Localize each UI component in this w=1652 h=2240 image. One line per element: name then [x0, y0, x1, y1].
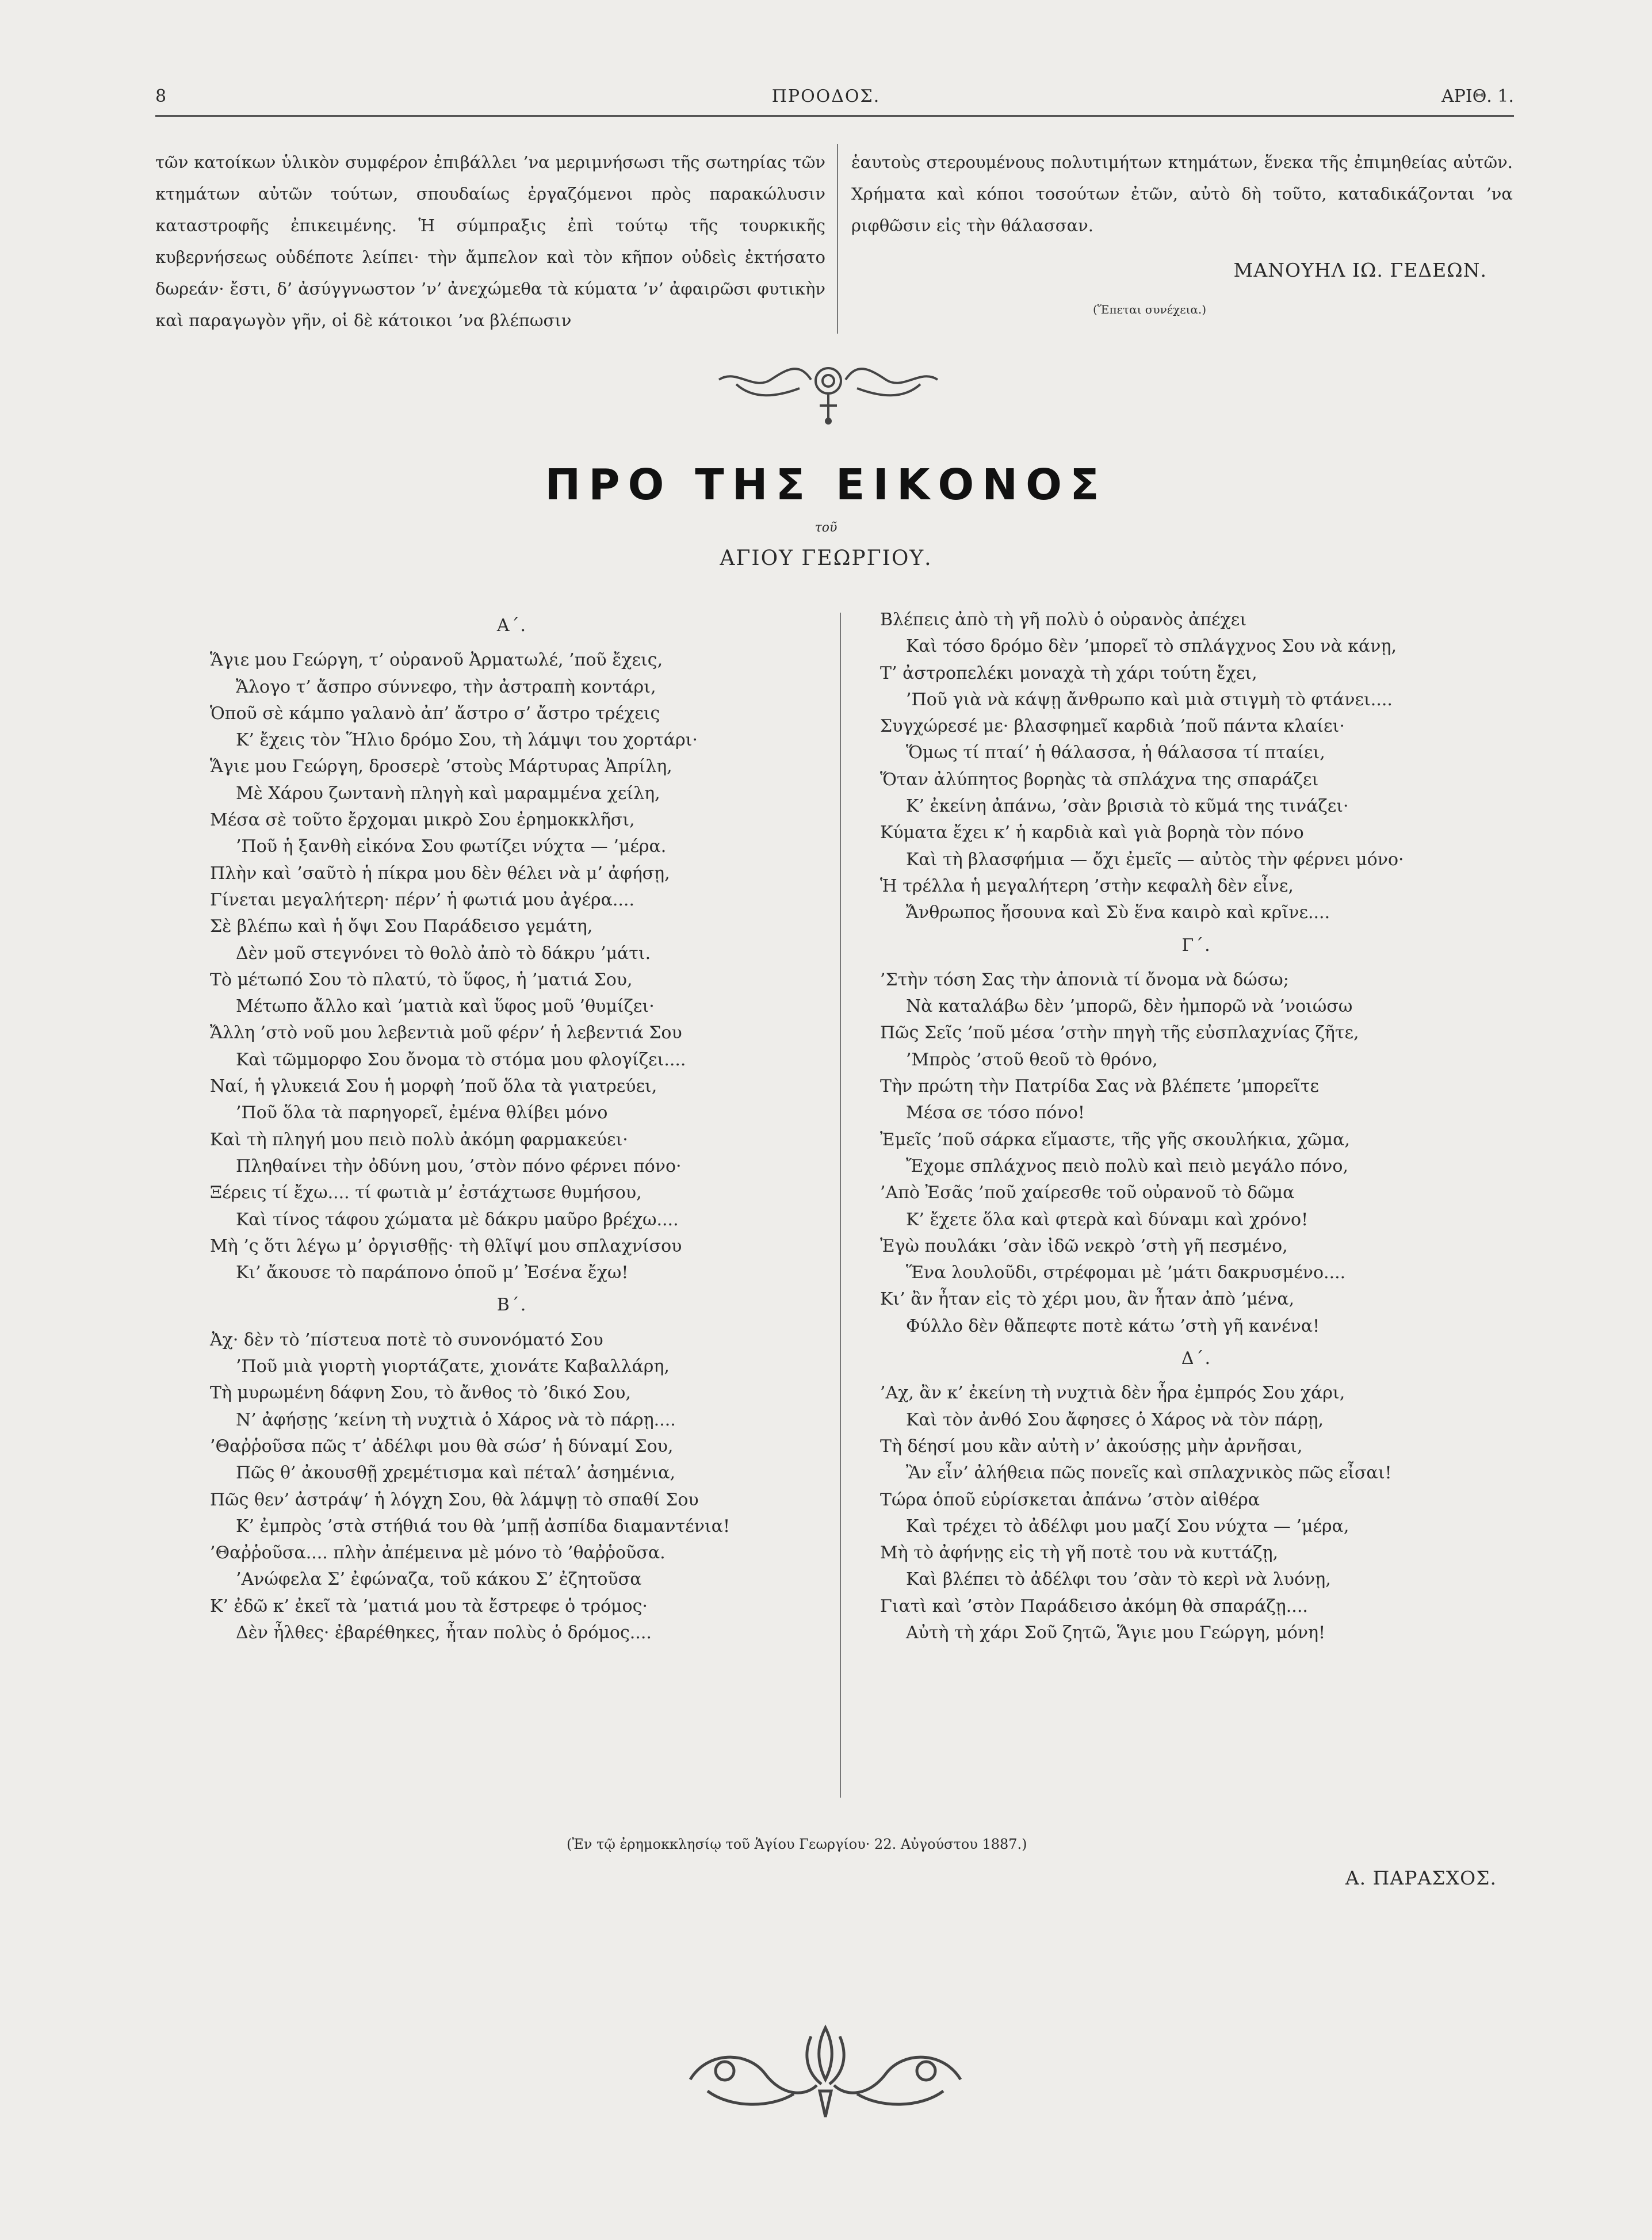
verse-line: Βλέπεις ἀπὸ τὴ γῆ πολὺ ὁ οὐρανὸς ἀπέχει [880, 610, 1247, 630]
verse-line: Κ’ ἐδῶ κ’ ἐκεῖ τὰ ’ματιά μου τὰ ἔστρεφε ὁ τρόμος· [210, 1596, 648, 1616]
verse-line: Γιατὶ καὶ ’στὸν Παράδεισο ἀκόμη θὰ σπαράζῃ.... [880, 1596, 1308, 1616]
verse-line: Καὶ τῶμμορφο Σου ὄνομα τὸ στόμα μου φλογίζει.... [236, 1049, 686, 1070]
verse-line: Μέτωπο ἄλλο καὶ ’ματιὰ καὶ ὕφος μοῦ ’θυμίζει· [236, 996, 655, 1017]
verse-line: Δὲν ἦλθες· ἐβαρέθηκες, ἦταν πολὺς ὁ δρόμος.... [236, 1622, 652, 1643]
decorative-ornament-icon [713, 357, 943, 426]
verse-line: Αὐτὴ τὴ χάρι Σοῦ ζητῶ, Ἅγιε μου Γεώργη, μόνη! [906, 1622, 1326, 1643]
verse-line: Γίνεται μεγαλήτερη· πέρν’ ἡ φωτιά μου ἀγέρα.... [210, 889, 634, 910]
poem-footnote: (Ἐν τῷ ἐρημοκκλησίῳ τοῦ Ἁγίου Γεωργίου· 22. Αὐγούστου 1887.) [567, 1836, 1027, 1852]
verse-line: ’Ποῦ ὅλα τὰ παρηγορεῖ, ἐμένα θλίβει μόνο [236, 1103, 608, 1123]
article-right-column: ἑαυτοὺς στερουμένους πολυτιμήτων κτημάτων, ἕνεκα τῆς ἐπιμηθείας αὐτῶν. Χρήματα καὶ κόποι τοσούτων ἐτῶν, αὐτὸ δὴ τοῦτο, καταδικάζονται ’να ριφθῶσιν εἰς τὴν θάλασσαν. [851, 152, 1513, 235]
verse-line: Κ’ ἔχετε ὅλα καὶ φτερὰ καὶ δύναμι καὶ χρόνο! [906, 1209, 1309, 1230]
verse-line: Μὴ τὸ ἀφήνῃς εἰς τὴ γῆ ποτὲ του νὰ κυττάζῃ, [880, 1543, 1279, 1564]
verse-line: ’Θαῤῥοῦσα πῶς τ’ ἀδέλφι μου θὰ σώσ’ ἡ δύναμί Σου, [210, 1436, 674, 1457]
verse-line: Κ’ ἐμπρὸς ’στὰ στήθιά του θὰ ’μπῇ ἀσπίδα διαμαντένια! [236, 1516, 731, 1536]
verse-line: Σὲ βλέπω καὶ ἡ ὄψι Σου Παράδεισο γεμάτη, [210, 916, 593, 937]
header-rule [155, 115, 1514, 117]
verse-line: Πῶς Σεῖς ’ποῦ μέσα ’στὴν πηγὴ τῆς εὐσπλαχνίας ζῆτε, [880, 1023, 1359, 1043]
verse-line: Τώρα ὁποῦ εὑρίσκεται ἀπάνω ’στὸν αἰθέρα [880, 1489, 1260, 1510]
verse-line: Ὅμως τί πταί’ ἡ θάλασσα, ἡ θάλασσα τί πταίει, [906, 743, 1325, 763]
verse-line: ’Θαῤῥοῦσα.... πλὴν ἀπέμεινα μὲ μόνο τὸ ’θαῤῥοῦσα. [210, 1543, 666, 1564]
verse-line: Τὸ μέτωπό Σου τὸ πλατύ, τὸ ὕφος, ἡ ’ματιά Σου, [210, 969, 633, 990]
verse-line: Τὴ μυρωμένη δάφνη Σου, τὸ ἄνθος τὸ ’δικό Σου, [210, 1383, 631, 1404]
poem-title-connector: τοῦ [814, 521, 838, 535]
verse-line: Τὴ δέησί μου κἂν αὐτὴ ν’ ἀκούσῃς μὴν ἀρνῆσαι, [880, 1436, 1303, 1457]
poem-right-column [880, 607, 1513, 1646]
poem-left-column [210, 607, 814, 1646]
poem-title: ΠΡΟ ΤΗΣ ΕΙΚΟΝΟΣ [545, 460, 1107, 510]
column-divider [837, 144, 838, 334]
verse-line: Κ’ ἐκείνη ἀπάνω, ’σὰν βρισιὰ τὸ κῦμά της τινάζει· [906, 796, 1349, 817]
verse-line: Μέσα σε τόσο πόνο! [906, 1103, 1085, 1123]
verse-line: ’Ποῦ γιὰ νὰ κάψῃ ἄνθρωπο καὶ μιὰ στιγμὴ τὸ φτάνει.... [906, 689, 1393, 710]
verse-line: Ξέρεις τί ἔχω.... τί φωτιὰ μ’ ἐστάχτωσε θυμήσου, [210, 1183, 642, 1203]
verse-line: Καὶ τόσο δρόμο δὲν ’μπορεῖ τὸ σπλάγχνος Σου νὰ κάνῃ, [906, 636, 1397, 657]
verse-line: Ἕνα λουλοῦδι, στρέφομαι μὲ ’μάτι δακρυσμένο.... [906, 1263, 1346, 1283]
verse-line: Κι’ ἄκουσε τὸ παράπονο ὁποῦ μ’ Ἐσένα ἔχω! [236, 1263, 629, 1283]
verse-line: Φύλλο δὲν θἄπεφτε ποτὲ κάτω ’στὴ γῆ κανένα! [906, 1316, 1320, 1336]
article-signature: ΜΑΝΟΥΗΛ ΙΩ. ΓΕΔΕΩΝ. [1233, 259, 1487, 281]
verse-line: Καὶ τὴ πληγή μου πειὸ πολὺ ἀκόμη φαρμακεύει· [210, 1129, 628, 1150]
verse-line: Ἐμεῖς ’ποῦ σάρκα εἴμαστε, τῆς γῆς σκουλήκια, χῶμα, [880, 1129, 1350, 1150]
verse-line: ’Ανώφελα Σ’ ἐφώναζα, τοῦ κάκου Σ’ ἐζητοῦσα [236, 1569, 642, 1590]
stanza-c-label: Γ΄. [1181, 935, 1211, 955]
verse-line: ’Αχ, ἂν κ’ ἐκείνη τὴ νυχτιὰ δὲν ἦρα ἐμπρός Σου χάρι, [880, 1383, 1345, 1404]
journal-title: ΠΡΟΟΔΟΣ. [771, 86, 881, 106]
poem-author: Α. ΠΑΡΑΣΧΟΣ. [1345, 1867, 1497, 1889]
verse-line: Καὶ τρέχει τὸ ἀδέλφι μου μαζί Σου νύχτα — ’μέρα, [906, 1516, 1349, 1536]
verse-line: Ἄνθρωπος ἤσουνα καὶ Σὺ ἕνα καιρὸ καὶ κρῖνε.... [906, 903, 1330, 923]
verse-line: Τὴν πρώτη τὴν Πατρίδα Σας νὰ βλέπετε ’μπορεῖτε [880, 1076, 1319, 1097]
verse-line: Ὁποῦ σὲ κάμπο γαλανὸ ἀπ’ ἄστρο σ’ ἄστρο τρέχεις [210, 703, 660, 724]
verse-line: ’Ποῦ ἡ ξανθὴ εἰκόνα Σου φωτίζει νύχτα — ’μέρα. [236, 836, 667, 857]
verse-line: Πῶς θεν’ ἀστράψ’ ἡ λόγχη Σου, θὰ λάμψῃ τὸ σπαθί Σου [210, 1489, 699, 1510]
stanza-a-label: Α΄. [496, 616, 527, 636]
article-left-column: τῶν κατοίκων ὑλικὸν συμφέρον ἐπιβάλλει ’να μεριμνήσωσι τῆς σωτηρίας τῶν κτημάτων αὐτῶν τούτων, σπουδαίως ἐργαζόμενοι πρὸς παρακώλυσιν καταστροφῆς ἐπικειμένης. Ἡ σύμπραξις ἐπὶ τούτῳ τῆς τουρκικῆς κυβερνήσεως οὐδέποτε λείπει· τὴν ἄμπελον καὶ τὸν κῆπον οὐδεὶς ἐκτήσατο δωρεάν· ἔστι, δ’ ἀσύγγνωστον ’ν’ ἀνεχώμεθα τὰ κύματα ’ν’ ἀφαιρῶσι φυτικὴν καὶ παραγωγὸν γῆν, οἱ δὲ κάτοικοι ’να βλέπωσιν [155, 152, 825, 330]
verse-line: Ἔχομε σπλάχνος πειὸ πολὺ καὶ πειὸ μεγάλο πόνο, [906, 1156, 1348, 1176]
verse-line: Ἄλογο τ’ ἄσπρο σύννεφο, τὴν ἀστραπὴ κοντάρι, [236, 676, 656, 697]
verse-line: Μέσα σὲ τοῦτο ἔρχομαι μικρὸ Σου ἐρημοκκλῆσι, [210, 810, 635, 831]
article-right-column-block [851, 147, 1513, 326]
verse-line: Πληθαίνει τὴν ὀδύνη μου, ’στὸν πόνο φέρνει πόνο· [236, 1156, 682, 1176]
verse-line: Καὶ τὴ βλασφήμια — ὄχι ἐμεῖς — αὐτὸς τὴν φέρνει μόνο· [906, 849, 1404, 870]
poem-column-divider [840, 613, 841, 1798]
stanza-d-label: Δ΄. [1181, 1348, 1212, 1369]
verse-line: Κι’ ἂν ἦταν εἰς τὸ χέρι μου, ἂν ἦταν ἀπὸ ’μένα, [880, 1289, 1295, 1310]
verse-line: Νὰ καταλάβω δὲν ’μπορῶ, δὲν ἠμπορῶ νὰ ’νοιώσω [906, 996, 1353, 1017]
verse-line: Μὴ ’ς ὅτι λέγω μ’ ὀργισθῇς· τὴ θλῖψί μου σπλαχνίσου [210, 1236, 682, 1256]
verse-line: Καὶ τίνος τάφου χώματα μὲ δάκρυ μαῦρο βρέχω.... [236, 1209, 679, 1230]
verse-line: Ἡ τρέλλα ἡ μεγαλήτερη ’στὴν κεφαλὴ δὲν εἶνε, [880, 876, 1294, 896]
verse-line: Τ’ ἀστροπελέκι μοναχὰ τὴ χάρι τούτη ἔχει, [880, 663, 1257, 683]
verse-line: Ἅγιε μου Γεώργη, δροσερὲ ’στοὺς Μάρτυρας Ἀπρίλη, [210, 756, 672, 777]
verse-line: ’Ποῦ μιὰ γιορτὴ γιορτάζατε, χιονάτε Καβαλλάρη, [236, 1356, 670, 1377]
verse-line: ’Στὴν τόση Σας τὴν ἀπονιὰ τί ὄνομα νὰ δώσω; [880, 969, 1289, 990]
verse-line: Ἂν εἶν’ ἀλήθεια πῶς πονεῖς καὶ σπλαχνικὸς πῶς εἶσαι! [906, 1463, 1392, 1484]
verse-line: Καὶ τὸν ἀνθό Σου ἄφησες ὁ Χάρος νὰ τὸν πάρῃ, [906, 1409, 1324, 1430]
verse-line: ’Απὸ Ἐσᾶς ’ποῦ χαίρεσθε τοῦ οὐρανοῦ τὸ δῶμα [880, 1183, 1295, 1203]
verse-line: Κ’ ἔχεις τὸν Ἥλιο δρόμο Σου, τὴ λάμψι του χορτάρι· [236, 730, 698, 751]
verse-line: Ἀχ· δὲν τὸ ’πίστευα ποτὲ τὸ συνονόματό Σου [210, 1329, 603, 1350]
verse-line: Ἄλλη ’στὸ νοῦ μου λεβεντιὰ μοῦ φέρν’ ἡ λεβεντιά Σου [210, 1023, 682, 1043]
verse-line: Πῶς θ’ ἀκουσθῇ χρεμέτισμα καὶ πέταλ’ ἀσημένια, [236, 1463, 676, 1484]
verse-line: Ἅγιε μου Γεώργη, τ’ οὐρανοῦ Ἀρματωλέ, ’ποῦ ἔχεις, [210, 650, 663, 671]
verse-line: Ναί, ἡ γλυκειά Σου ἡ μορφὴ ’ποῦ ὅλα τὰ γιατρεύει, [210, 1076, 657, 1097]
issue-number: ΑΡΙΘ. 1. [1441, 86, 1514, 106]
stanza-b-label: Β΄. [496, 1295, 527, 1316]
verse-line: Ὅταν ἀλύπητος βορηὰς τὰ σπλάχνα της σπαράζει [880, 769, 1319, 790]
verse-line: ’Μπρὸς ’στοῦ θεοῦ τὸ θρόνο, [906, 1049, 1158, 1070]
page-number: 8 [155, 86, 167, 106]
poem-subtitle: ΑΓΙΟΥ ΓΕΩΡΓΙΟΥ. [720, 546, 932, 570]
continued-note: (Ἕπεται συνέχεια.) [1093, 303, 1207, 316]
verse-line: Ἐγὼ πουλάκι ’σὰν ἰδῶ νεκρὸ ’στὴ γῆ πεσμένο, [880, 1236, 1288, 1256]
tailpiece-ornament-icon [673, 2016, 978, 2131]
verse-line: Πλὴν καὶ ’σαῦτὸ ἡ πίκρα μου δὲν θέλει νὰ μ’ ἀφήσῃ, [210, 863, 670, 884]
verse-line: Ν’ ἀφήσῃς ’κείνη τὴ νυχτιὰ ὁ Χάρος νὰ τὸ πάρῃ.... [236, 1409, 676, 1430]
verse-line: Μὲ Χάρου ζωντανὴ πληγὴ καὶ μαραμμένα χείλη, [236, 783, 660, 804]
verse-line: Δὲν μοῦ στεγνόνει τὸ θολὸ ἀπὸ τὸ δάκρυ ’μάτι. [236, 943, 651, 964]
verse-line: Καὶ βλέπει τὸ ἀδέλφι του ’σὰν τὸ κερὶ νὰ λυόνῃ, [906, 1569, 1331, 1590]
verse-line: Κύματα ἔχει κ’ ἡ καρδιὰ καὶ γιὰ βορηὰ τὸν πόνο [880, 823, 1304, 843]
verse-line: Συγχώρεσέ με· βλασφημεῖ καρδιὰ ’ποῦ πάντα κλαίει· [880, 716, 1345, 737]
